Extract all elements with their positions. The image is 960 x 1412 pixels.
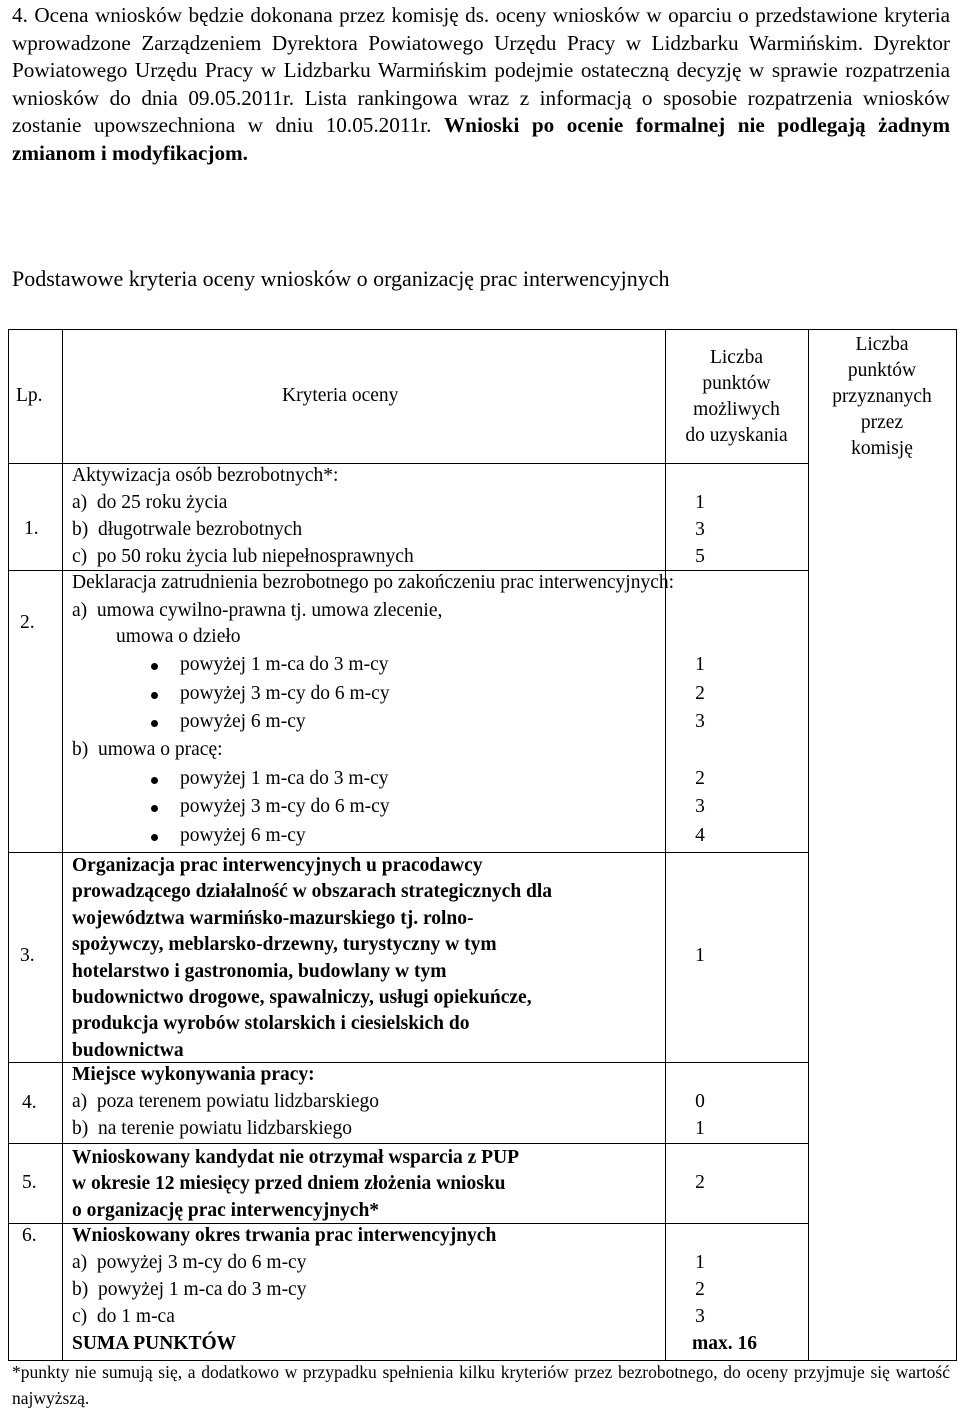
row2-a-item-3-points: 3 <box>695 711 705 732</box>
row1-title: Aktywizacja osób bezrobotnych*: <box>72 465 339 486</box>
row2-a-item-3: powyżej 6 m-cy <box>180 711 306 732</box>
footnote: *punkty nie sumują się, a dodatkowo w przypadku spełnienia kilku kryteriów przez bezrobotnego, do oceny przyjmuje się wartość najwyższą. <box>12 1362 950 1408</box>
row5-criterion: Wnioskowany kandydat nie otrzymał wsparcia z PUP w okresie 12 miesięcy przed dniem złożenia wniosku o organizację prac interwencyjnych* <box>72 1147 520 1221</box>
sum-label: SUMA PUNKTÓW <box>72 1333 237 1354</box>
row2-a-line2: umowa o dzieło <box>116 626 241 647</box>
bullet-icon <box>151 720 158 727</box>
intro-text: 4. Ocena wniosków będzie dokonana przez komisję ds. oceny wniosków w oparciu o przedstawione kryteria wprowadzone Zarządzeniem Dyrektora Powiatowego Urzędu Pracy w Lidzbarku Warmińskim. Dyrektor Powiatowego Urzędu Pracy w Lidzbarku Warmińskim podejmie ostateczną decyzję w sprawie rozpatrzenia wniosków do dnia 09.05.2011r. Lista rankingowa wraz z informacją o sposobie rozpatrzenia wniosków zostanie upowszechniona w dniu 10.05.2011r. <box>12 3 950 138</box>
section-title: Podstawowe kryteria oceny wniosków o organizację prac interwencyjnych <box>12 266 670 291</box>
row2-b-item-1: powyżej 1 m-ca do 3 m-cy <box>180 768 389 789</box>
row4-item-a: a) poza terenem powiatu lidzbarskiego <box>72 1091 380 1112</box>
row6-lp: 6. <box>22 1225 37 1246</box>
row6-item-c-points: 3 <box>695 1306 705 1327</box>
row2-b-item-3-points: 4 <box>695 825 705 846</box>
row2-a-item-1: powyżej 1 m-ca do 3 m-cy <box>180 654 389 675</box>
row1-item-a-points: 1 <box>695 492 705 513</box>
row4-item-b: b) na terenie powiatu lidzbarskiego <box>72 1118 352 1139</box>
row4-lp: 4. <box>22 1092 37 1113</box>
header-lp: Lp. <box>16 385 43 406</box>
row2-b-item-2: powyżej 3 m-cy do 6 m-cy <box>180 796 390 817</box>
row1-item-a: a) do 25 roku życia <box>72 492 228 513</box>
row1-item-c-points: 5 <box>695 546 705 567</box>
bullet-icon <box>151 805 158 812</box>
row6-title: Wnioskowany okres trwania prac interwencyjnych <box>72 1225 497 1246</box>
header-kryteria: Kryteria oceny <box>282 385 399 406</box>
intro-bold-text: Wnioski po ocenie formalnej nie podlegają żadnym zmianom i modyfikacjom. <box>12 113 950 165</box>
row3-lp: 3. <box>20 945 35 966</box>
row2-a-item-2-points: 2 <box>695 683 705 704</box>
row4-item-a-points: 0 <box>695 1091 705 1112</box>
header-possible-points: Liczba punktów możliwych do uzyskania <box>685 347 788 446</box>
row4-item-b-points: 1 <box>695 1118 705 1139</box>
row3-points: 1 <box>695 945 705 966</box>
bullet-icon <box>151 663 158 670</box>
sum-value: max. 16 <box>692 1333 757 1354</box>
row2-b-item-1-points: 2 <box>695 768 705 789</box>
row2-a-item-1-points: 1 <box>695 654 705 675</box>
row2-b-line: b) umowa o pracę: <box>72 739 223 760</box>
row3-criterion: Organizacja prac interwencyjnych u pracodawcy prowadzącego działalność w obszarach strategicznych dla województwa warmińsko-mazurskiego tj. rolno- spożywczy, meblarsko-drzewny, turystyczny w tym hotelarstwo i gastronomia, budowlany w tym budownictwo drogowe, spawalniczy, usługi opiekuńcze, produkcja wyrobów stolarskich i ciesielskich do budownictwa <box>72 855 553 1061</box>
row2-a-line1: a) umowa cywilno-prawna tj. umowa zlecenie, <box>72 600 443 621</box>
row5-points: 2 <box>695 1172 705 1193</box>
row5-lp: 5. <box>22 1172 37 1193</box>
row1-item-c: c) po 50 roku życia lub niepełnosprawnych <box>72 546 414 567</box>
row1-lp: 1. <box>24 518 39 539</box>
row2-b-item-2-points: 3 <box>695 796 705 817</box>
row6-item-a: a) powyżej 3 m-cy do 6 m-cy <box>72 1252 307 1273</box>
bullet-icon <box>151 834 158 841</box>
row4-title: Miejsce wykonywania pracy: <box>72 1064 315 1085</box>
row1-item-b: b) długotrwale bezrobotnych <box>72 519 303 540</box>
row2-a-item-2: powyżej 3 m-cy do 6 m-cy <box>180 683 390 704</box>
row2-title: Deklaracja zatrudnienia bezrobotnego po zakończeniu prac interwencyjnych: <box>72 572 675 593</box>
row6-item-b-points: 2 <box>695 1279 705 1300</box>
row6-item-b: b) powyżej 1 m-ca do 3 m-cy <box>72 1279 307 1300</box>
header-awarded-points: Liczba punktów przyznanych przez komisję <box>832 334 932 459</box>
bullet-icon <box>151 777 158 784</box>
row1-item-b-points: 3 <box>695 519 705 540</box>
row6-item-c: c) do 1 m-ca <box>72 1306 175 1327</box>
row2-lp: 2. <box>20 612 35 633</box>
bullet-icon <box>151 692 158 699</box>
row6-item-a-points: 1 <box>695 1252 705 1273</box>
row2-b-item-3: powyżej 6 m-cy <box>180 825 306 846</box>
